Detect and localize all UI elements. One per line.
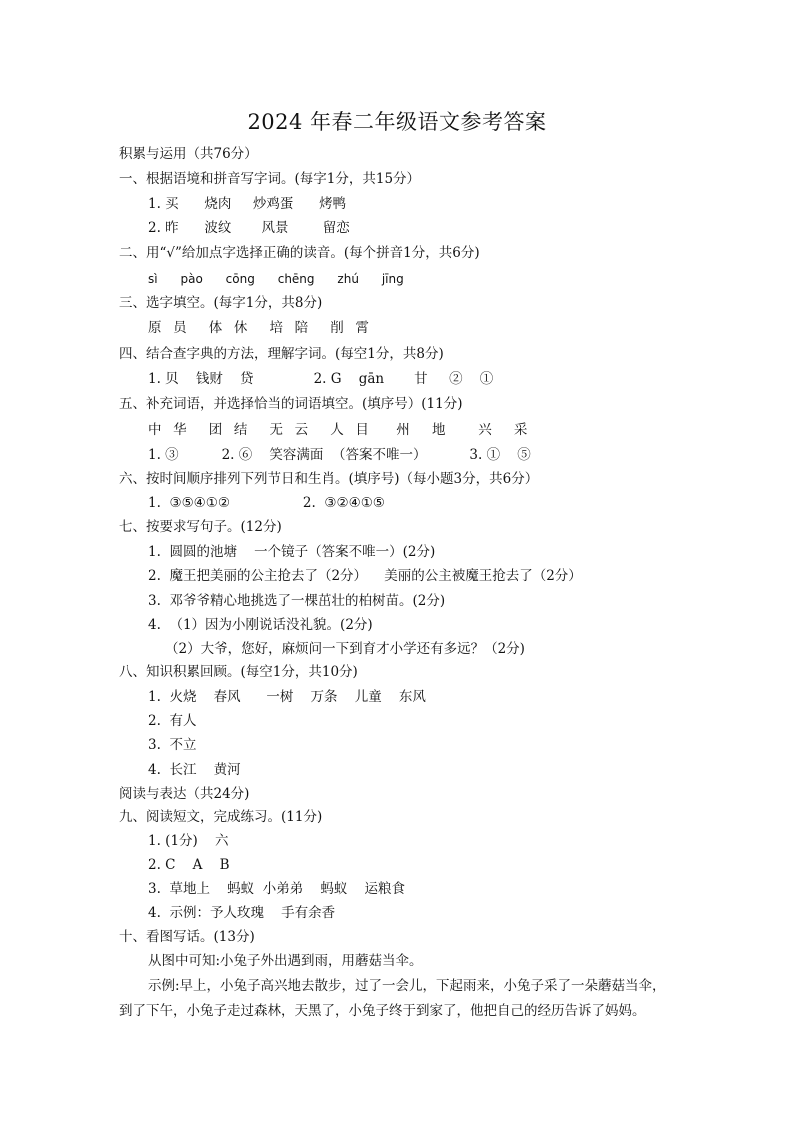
section-heading-accumulation: 积累与运用（共76分） [119, 146, 258, 162]
answer-line: 2. 有人 [148, 713, 197, 729]
answer-line: 1. ③⑤④①② 2. ③②④①⑤ [148, 495, 385, 511]
question-heading-8: 八、知识积累回顾。(每空1分，共10分) [119, 664, 358, 680]
answer-line: 原 员 体 休 培 陪 削 霄 [148, 320, 370, 336]
answer-line: 从图中可知:小兔子外出遇到雨，用蘑菇当伞。 [148, 953, 423, 969]
answer-line: 1. 火烧 春风 一树 万条 儿童 东风 [148, 689, 426, 705]
pinyin-answer-line: sì pào cōng chēng zhú jīng [148, 272, 404, 286]
answer-line: 1. (1分) 六 [148, 833, 229, 849]
question-heading-9: 九、阅读短文，完成练习。(11分) [119, 809, 323, 825]
question-heading-2: 二、用“√”给加点字选择正确的读音。(每个拼音1分，共6分) [119, 245, 480, 261]
answer-line: 3. 草地上 蚂蚁 小弟弟 蚂蚁 运粮食 [148, 881, 406, 897]
answer-line: 4. 示例：予人玫瑰 手有余香 [148, 905, 336, 921]
answer-line: 3. 不立 [148, 737, 197, 753]
answer-line: 1. 圆圆的池塘 一个镜子（答案不唯一）(2分) [148, 544, 436, 560]
answer-line: 1. 买 烧肉 炒鸡蛋 烤鸭 [148, 196, 347, 212]
answer-line: 1. 贝 钱财 贷 2. G gān 甘 ② ① [148, 371, 494, 387]
question-heading-10: 十、看图写话。(13分) [119, 929, 255, 945]
question-heading-3: 三、选字填空。(每字1分，共8分) [119, 295, 323, 311]
question-heading-4: 四、结合查字典的方法，理解字词。(每空1分，共8分) [119, 346, 444, 362]
answer-line: （2）大爷，您好，麻烦问一下到育才小学还有多远？（2分) [165, 641, 525, 657]
answer-line: 2. C A B [148, 857, 230, 873]
answer-line: 2. 昨 波纹 风景 留恋 [148, 220, 350, 236]
answer-line: 3. 邓爷爷精心地挑选了一棵茁壮的柏树苗。(2分) [148, 593, 446, 609]
answer-line: 中 华 团 结 无 云 人 目 州 地 兴 采 [148, 422, 529, 438]
answer-line: 4. （1）因为小刚说话没礼貌。(2分) [148, 617, 373, 633]
answer-paragraph-line: 到了下午，小兔子走过森林，天黑了，小兔子终于到家了，他把自己的经历告诉了妈妈。 [119, 1003, 646, 1019]
answer-line: 1. ③ 2. ⑥ 笑容满面 （答案不唯一） 3. ① ⑤ [148, 447, 531, 463]
question-heading-5: 五、补充词语，并选择恰当的词语填空。(填序号）(11分) [119, 396, 463, 412]
answer-paragraph-line: 示例:早上，小兔子高兴地去散步，过了一会儿，下起雨来，小兔子采了一朵蘑菇当伞， [148, 978, 666, 994]
question-heading-1: 一、根据语境和拼音写字词。(每字1分，共15分） [119, 171, 421, 187]
answer-line: 4. 长江 黄河 [148, 762, 241, 778]
section-heading-reading: 阅读与表达（共24分) [119, 786, 250, 802]
question-heading-6: 六、按时间顺序排列下列节日和生肖。(填序号)（每小题3分，共6分） [119, 471, 539, 487]
question-heading-7: 七、按要求写句子。(12分) [119, 519, 282, 535]
page-title: 2024 年春二年级语文参考答案 [247, 110, 547, 134]
answer-line: 2. 魔王把美丽的公主抢去了（2分） 美丽的公主被魔王抢去了（2分） [148, 568, 582, 584]
